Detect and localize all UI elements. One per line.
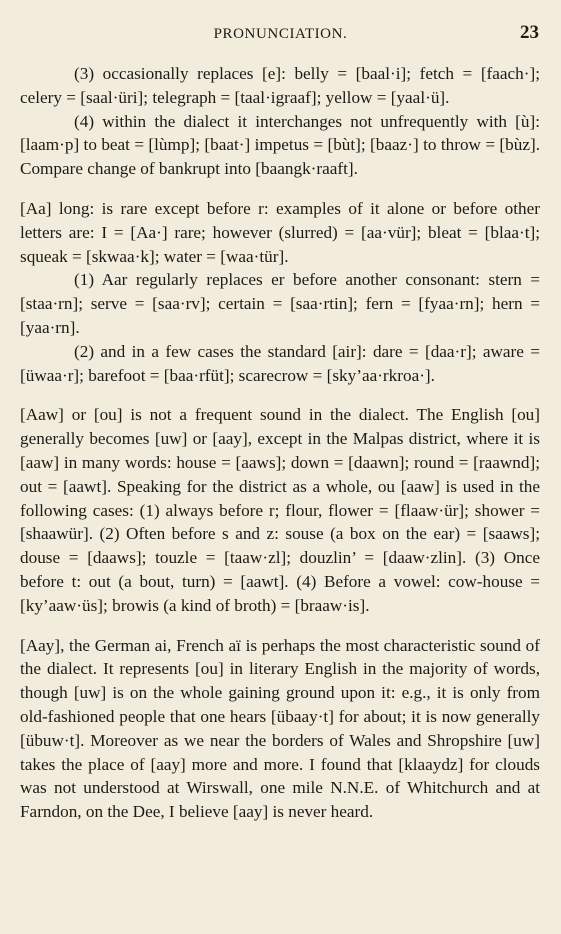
running-title: PRONUNCIATION. <box>213 26 348 42</box>
body-text <box>20 62 540 824</box>
paragraph-4-interchanges-with-u: (4) within the dialect it interchanges not unfrequently with [ù]: [laam·p] to beat = [lùmp]; [baat·] impetus = [bùt]; [baaz·] to throw = [bùz]. Compare change of bankrupt into [baangk·raaft]. <box>20 111 540 179</box>
running-head <box>0 22 561 46</box>
paragraph-aay-german-ai: [Aay], the German ai, French aï is perhaps the most characteristic sound of the dialect. It represents [ou] in literary English in the majority of words, though [uw] is on the whole gaining ground upon it: e.g., it is only from old-fashioned people that one hears [übaay·t] for about; it is now generally [übuw·t]. Moreover as we near the borders of Wales and Shropshire [uw] takes the place of [aay] more and more. I found that [klaaydz] for clouds was not understood at Wirswall, one mile N.N.E. of Whitchurch and at Farndon, on the Dee, I believe [aay] is never heard. <box>20 635 540 822</box>
paragraph-standard-air: (2) and in a few cases the standard [air]: dare = [daa·r]; aware = [üwaa·r]; barefoot = [baa·rfüt]; scarecrow = [sky’aa·rkroa·]. <box>20 341 540 385</box>
paragraph-3-occasionally-replaces-e: (3) occasionally replaces [e]: belly = [baal·i]; fetch = [faach·]; celery = [saal·üri]; telegraph = [taal·igraaf]; yellow = [yaal·ü]. <box>20 64 540 107</box>
paragraph-aaw-or-ou: [Aaw] or [ou] is not a frequent sound in the dialect. The English [ou] generally becomes [uw] or [aay], except in the Malpas district, where it is [aaw] in many words: house = [aaws]; down = [daawn]; round = [raawnd]; out = [aawt]. Speaking for the district as a whole, ou [aaw] is used in the following cases: (1) always before r; flour, flower = [flaaw·ür]; shower = [shaawür]. (2) Often before s and z: souse (a box on the ear) = [saaws]; douse = [daaws]; touzle = [taaw·zl]; douzlin’ = [daaw·zlin]. (3) Once before t: out (a bout, turn) = [aawt]. (4) Before a vowel: cow-house = [ky’aaw·üs]; browis (a kind of broth) = [braaw·is]. <box>20 405 540 615</box>
page-number: 23 <box>520 22 539 43</box>
paragraph-aar-replaces-er: (1) Aar regularly replaces er before another consonant: stern = [staa·rn]; serve = [saa·rv]; certain = [saa·rtin]; fern = [fyaa·rn]; hern = [yaa·rn]. <box>20 270 540 337</box>
paragraph-aa-long: [Aa] long: is rare except before r: examples of it alone or before other letters are: I = [Aa·] rare; however (slurred) = [aa·vür]; bleat = [blaa·t]; squeak = [skwaa·k]; water = [waa·tür]. <box>20 198 540 266</box>
